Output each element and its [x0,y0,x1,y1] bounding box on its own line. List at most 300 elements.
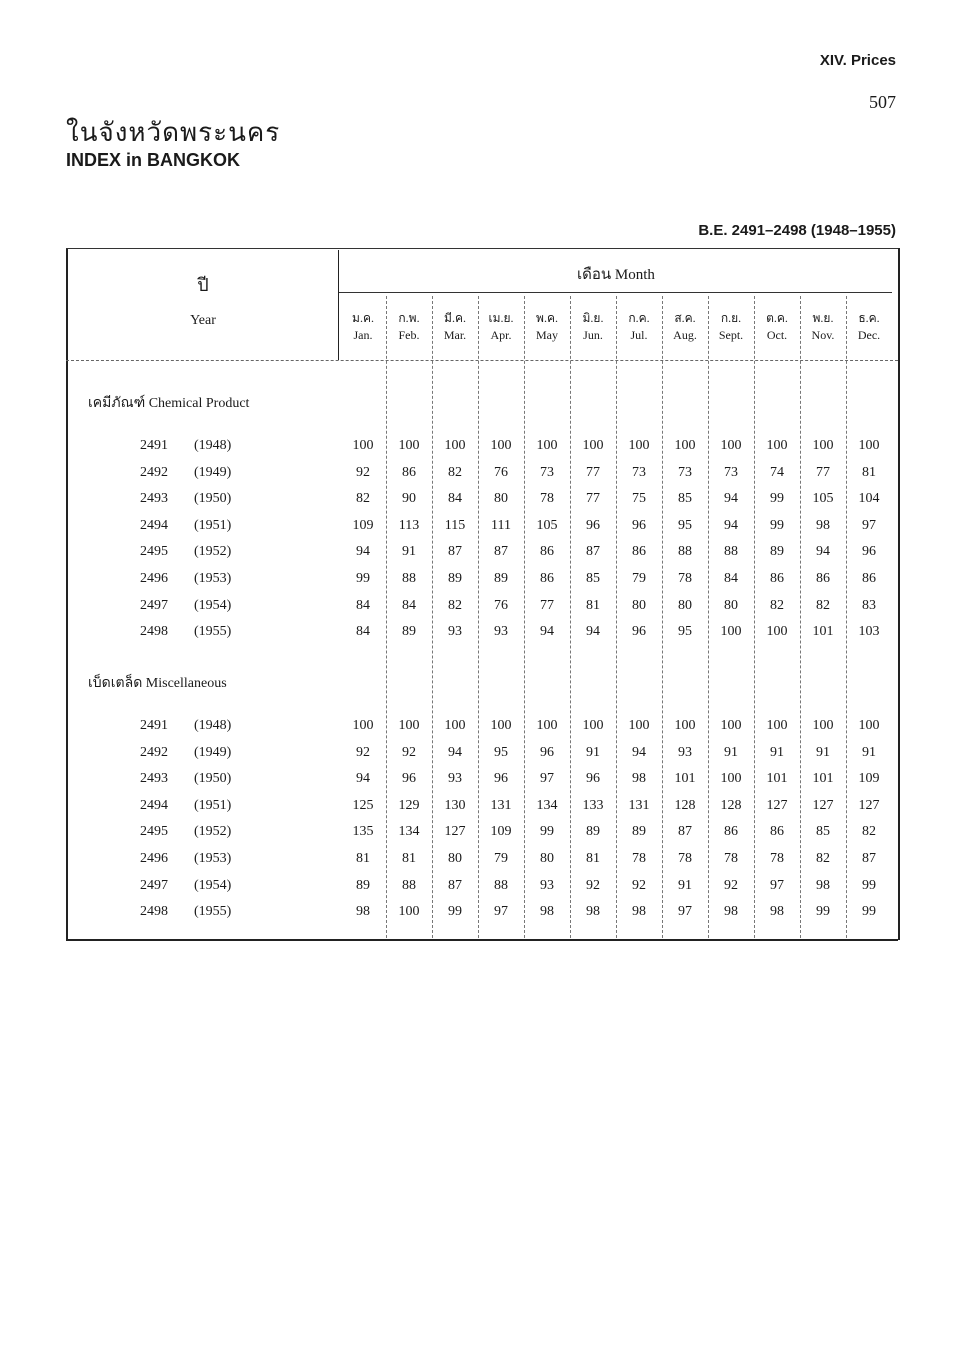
table-cell: 73 [678,464,692,480]
table-cell: 82 [816,597,830,613]
month-header-thai: ก.ค. [628,311,650,325]
table-cell: 127 [766,797,788,813]
table-cell: 100 [490,718,512,733]
table-cell: 84 [402,597,416,613]
month-header-thai: ก.พ. [398,311,420,325]
table-cell: 111 [491,517,511,533]
month-header-english: Feb. [398,328,420,342]
month-header [432,310,478,344]
month-header-thai: มี.ค. [444,311,466,325]
page-number: 507 [869,92,896,112]
table-cell: 100 [766,438,788,453]
table-cell: 84 [724,571,738,586]
table-cell: 100 [812,718,834,733]
table-cell: 76 [494,597,508,613]
month-header-thai: ธ.ค. [858,311,880,325]
table-cell: 74 [770,464,784,480]
table-cell: 89 [402,624,416,640]
table-cell: 80 [678,597,692,613]
month-header [754,310,800,344]
column-divider [662,296,663,938]
table-cell: 86 [862,571,876,586]
year-ce: (1948) [194,438,232,453]
table-cell: 77 [586,464,600,480]
table-cell: 127 [858,797,880,813]
table-row-year [140,878,280,894]
table-cell: 100 [628,718,650,733]
table-cell: 94 [586,624,600,640]
month-header [662,310,708,344]
table-cell: 92 [724,877,738,893]
table-cell: 91 [586,744,600,760]
table-row-year [140,544,280,560]
month-header [570,310,616,344]
table-cell: 89 [448,571,462,586]
table-cell: 99 [862,904,876,920]
table-cell: 87 [448,544,462,560]
year-header-english: Year [190,313,216,328]
table-cell: 99 [448,904,462,920]
table-cell: 93 [448,624,462,640]
table-cell: 84 [356,624,370,640]
column-divider [432,296,433,938]
year-ce: (1951) [194,797,232,813]
table-cell: 86 [770,824,784,840]
table-cell: 99 [862,877,876,893]
table-cell: 89 [494,571,508,586]
year-ce: (1955) [194,904,232,920]
table-cell: 109 [352,517,374,533]
table-cell: 97 [540,771,554,787]
table-cell: 99 [540,824,554,840]
table-cell: 97 [678,904,692,920]
month-header-english: Sept. [718,328,744,342]
table-head-rule [66,360,898,361]
table-cell: 98 [724,904,738,920]
year-be: 2494 [140,517,168,533]
month-header [708,310,754,344]
table-cell: 100 [720,771,742,787]
table-cell: 91 [678,877,692,893]
table-cell: 100 [398,438,420,453]
year-be: 2492 [140,744,168,760]
table-cell: 82 [356,491,370,507]
month-header-english: Jun. [583,328,603,342]
table-cell: 100 [352,438,374,453]
table-cell: 98 [816,517,830,533]
year-be: 2497 [140,877,168,893]
table-bottom-rule [66,939,898,941]
table-cell: 89 [356,877,370,893]
table-row-year [140,824,280,840]
table-cell: 86 [540,544,554,560]
column-divider [570,296,571,938]
table-cell: 100 [720,438,742,453]
section-label: XIV. Prices [819,52,896,69]
table-cell: 94 [632,744,646,760]
table-cell: 131 [628,797,650,813]
table-cell: 87 [448,877,462,893]
table-cell: 100 [812,438,834,453]
year-be: 2491 [140,438,168,453]
table-cell: 104 [858,491,880,507]
table-cell: 80 [494,491,508,507]
year-be: 2492 [140,464,168,480]
table-cell: 101 [812,624,834,640]
table-cell: 109 [858,771,880,787]
table-cell: 91 [862,744,876,760]
table-cell: 84 [356,597,370,613]
table-cell: 128 [674,797,696,813]
table-cell: 78 [770,851,784,866]
year-be: 2495 [140,824,168,840]
year-ce: (1953) [194,851,232,866]
month-header-thai: ม.ค. [352,311,374,325]
table-cell: 99 [770,491,784,507]
table-cell: 100 [628,438,650,453]
table-cell: 100 [536,438,558,453]
period-label: B.E. 2491–2498 (1948–1955) [698,222,896,239]
table-cell: 81 [586,597,600,613]
table-cell: 100 [858,438,880,453]
table-cell: 92 [356,744,370,760]
table-cell: 98 [816,877,830,893]
table-cell: 73 [540,464,554,480]
table-cell: 96 [586,771,600,787]
column-divider [800,296,801,938]
table-cell: 127 [812,797,834,813]
table-cell: 109 [490,824,512,840]
table-row-year [140,491,280,507]
table-cell: 77 [540,597,554,613]
table-cell: 90 [402,491,416,507]
year-be: 2498 [140,624,168,640]
year-ce: (1954) [194,877,232,893]
table-cell: 81 [356,851,370,866]
table-cell: 96 [586,517,600,533]
table-cell: 100 [858,718,880,733]
table-cell: 80 [632,597,646,613]
table-cell: 79 [494,851,508,866]
table-cell: 98 [586,904,600,920]
table-cell: 81 [862,464,876,480]
column-divider [754,296,755,938]
table-cell: 134 [536,797,558,813]
table-cell: 98 [632,904,646,920]
table-cell: 99 [816,904,830,920]
table-cell: 78 [632,851,646,866]
year-ce: (1952) [194,544,232,560]
column-divider [708,296,709,938]
table-cell: 100 [720,718,742,733]
month-header-english: Jan. [353,328,373,342]
year-ce: (1954) [194,597,232,613]
table-cell: 87 [494,544,508,560]
table-cell: 99 [770,517,784,533]
table-cell: 91 [402,544,416,560]
year-be: 2493 [140,491,168,507]
table-cell: 81 [586,851,600,866]
table-row-year [140,851,280,867]
table-cell: 131 [490,797,512,813]
table-cell: 135 [352,824,374,840]
year-header-thai: ปี [197,275,209,295]
year-be: 2496 [140,571,168,586]
table-cell: 79 [632,571,646,586]
table-cell: 100 [352,718,374,733]
table-cell: 94 [724,491,738,507]
month-header-thai: พ.ค. [536,311,558,325]
table-cell: 128 [720,797,742,813]
table-cell: 80 [448,851,462,866]
year-ce: (1950) [194,491,232,507]
page-title-thai: ในจังหวัดพระนคร [66,118,281,147]
year-ce: (1953) [194,571,232,586]
table-cell: 94 [724,517,738,533]
table-cell: 91 [724,744,738,760]
year-be: 2497 [140,597,168,613]
table-cell: 98 [540,904,554,920]
year-ce: (1955) [194,624,232,640]
table-cell: 100 [536,718,558,733]
table-cell: 87 [678,824,692,840]
month-header-thai: มิ.ย. [582,311,604,325]
year-ce: (1948) [194,718,232,733]
table-cell: 94 [356,771,370,787]
table-cell: 101 [674,771,696,787]
table-cell: 101 [766,771,788,787]
month-header-english: Nov. [811,328,835,342]
table-cell: 91 [816,744,830,760]
table-cell: 86 [632,544,646,560]
month-header [616,310,662,344]
table-cell: 82 [770,597,784,613]
table-cell: 94 [448,744,462,760]
table-cell: 82 [448,597,462,613]
year-ce: (1950) [194,771,232,787]
table-cell: 134 [398,824,420,840]
month-header-thai: เม.ย. [488,311,514,325]
table-cell: 100 [720,624,742,640]
table-cell: 84 [448,491,462,507]
table-cell: 92 [356,464,370,480]
table-cell: 96 [862,544,876,560]
table-cell: 133 [582,797,604,813]
table-cell: 125 [352,797,374,813]
table-cell: 129 [398,797,420,813]
table-cell: 88 [724,544,738,560]
table-cell: 96 [402,771,416,787]
table-cell: 86 [816,571,830,586]
table-cell: 96 [540,744,554,760]
month-header [386,310,432,344]
table-cell: 96 [632,517,646,533]
month-header [524,310,570,344]
table-cell: 100 [674,718,696,733]
table-row-year [140,718,280,734]
table-cell: 75 [632,491,646,507]
year-ce: (1951) [194,517,232,533]
year-ce: (1949) [194,464,232,480]
table-cell: 100 [444,438,466,453]
column-divider [846,296,847,938]
table-cell: 89 [632,824,646,840]
table-cell: 100 [766,624,788,640]
year-column-rule [338,250,339,360]
year-be: 2498 [140,904,168,920]
table-cell: 96 [632,624,646,640]
month-head-rule [338,292,892,293]
table-cell: 88 [494,877,508,893]
table-cell: 86 [770,571,784,586]
table-top-rule [66,248,898,249]
table-cell: 96 [494,771,508,787]
table-cell: 92 [632,877,646,893]
column-divider [524,296,525,938]
table-cell: 91 [770,744,784,760]
month-header-thai: ก.ย. [720,311,742,325]
year-be: 2496 [140,851,168,866]
month-header-thai: ต.ค. [766,311,788,325]
year-be: 2493 [140,771,168,787]
table-cell: 98 [632,771,646,787]
month-group-header: เดือน Month [577,267,655,283]
table-cell: 103 [858,624,880,640]
table-cell: 78 [678,571,692,586]
table-row-year [140,798,280,814]
table-row-year [140,598,280,614]
table-cell: 95 [678,517,692,533]
table-cell: 88 [402,877,416,893]
table-cell: 97 [770,877,784,893]
table-cell: 98 [770,904,784,920]
table-cell: 100 [766,718,788,733]
month-header-english: Jul. [630,328,648,342]
table-cell: 93 [494,624,508,640]
month-header-thai: พ.ย. [812,311,834,325]
table-cell: 100 [582,718,604,733]
table-cell: 93 [678,744,692,760]
table-cell: 98 [356,904,370,920]
table-cell: 100 [444,718,466,733]
table-cell: 77 [586,491,600,507]
table-cell: 78 [678,851,692,866]
column-divider [478,296,479,938]
table-row-year [140,745,280,761]
month-header-english: Oct. [766,328,788,342]
table-cell: 87 [586,544,600,560]
table-cell: 86 [724,824,738,840]
table-cell: 97 [494,904,508,920]
table-cell: 85 [678,491,692,507]
table-cell: 86 [540,571,554,586]
table-cell: 97 [862,517,876,533]
page-title-english: INDEX in BANGKOK [66,150,241,170]
table-cell: 105 [536,517,558,533]
month-header [478,310,524,344]
table-cell: 100 [490,438,512,453]
year-be: 2491 [140,718,168,733]
table-row-year [140,904,280,920]
column-divider [386,296,387,938]
table-cell: 93 [448,771,462,787]
table-cell: 92 [586,877,600,893]
table-cell: 89 [586,824,600,840]
table-row-year [140,624,280,640]
month-header-thai: ส.ค. [674,311,696,325]
year-column-header [68,270,338,329]
month-header [846,310,892,344]
year-be: 2494 [140,797,168,813]
table-row-year [140,771,280,787]
table-cell: 76 [494,464,508,480]
table-cell: 95 [678,624,692,640]
table-cell: 80 [540,851,554,866]
month-header-english: Aug. [673,328,697,342]
month-header [800,310,846,344]
section-title: เคมีภัณฑ์ Chemical Product [88,396,250,411]
year-ce: (1952) [194,824,232,840]
table-cell: 81 [402,851,416,866]
table-cell: 82 [816,851,830,866]
table-row-year [140,571,280,587]
table-cell: 94 [816,544,830,560]
table-cell: 78 [724,851,738,866]
table-cell: 86 [402,464,416,480]
table-cell: 94 [540,624,554,640]
table-cell: 113 [398,517,420,533]
table-cell: 100 [398,718,420,733]
table-row-year [140,438,280,454]
table-cell: 95 [494,744,508,760]
table-cell: 115 [444,517,466,533]
table-cell: 93 [540,877,554,893]
table-cell: 82 [448,464,462,480]
table-row-year [140,518,280,534]
column-divider [616,296,617,938]
table-row-year [140,465,280,481]
table-cell: 77 [816,464,830,480]
section-title: เบ็ดเตล็ด Miscellaneous [88,676,227,691]
table-cell: 83 [862,597,876,613]
table-cell: 73 [632,464,646,480]
table-cell: 100 [582,438,604,453]
table-cell: 105 [812,491,834,507]
table-cell: 100 [398,904,420,920]
year-be: 2495 [140,544,168,560]
table-cell: 94 [356,544,370,560]
month-header-english: Apr. [490,328,512,342]
table-cell: 92 [402,744,416,760]
table-cell: 127 [444,824,466,840]
table-cell: 99 [356,571,370,586]
table-cell: 88 [402,571,416,586]
year-ce: (1949) [194,744,232,760]
table-cell: 101 [812,771,834,787]
month-header [340,310,386,344]
month-header-english: May [536,328,558,342]
table-cell: 80 [724,597,738,613]
table-cell: 100 [674,438,696,453]
table-cell: 87 [862,851,876,866]
table-cell: 82 [862,824,876,840]
table-cell: 85 [816,824,830,840]
month-header-english: Mar. [443,328,467,342]
table-cell: 130 [444,797,466,813]
table-cell: 78 [540,491,554,507]
table-cell: 88 [678,544,692,560]
table-cell: 89 [770,544,784,560]
